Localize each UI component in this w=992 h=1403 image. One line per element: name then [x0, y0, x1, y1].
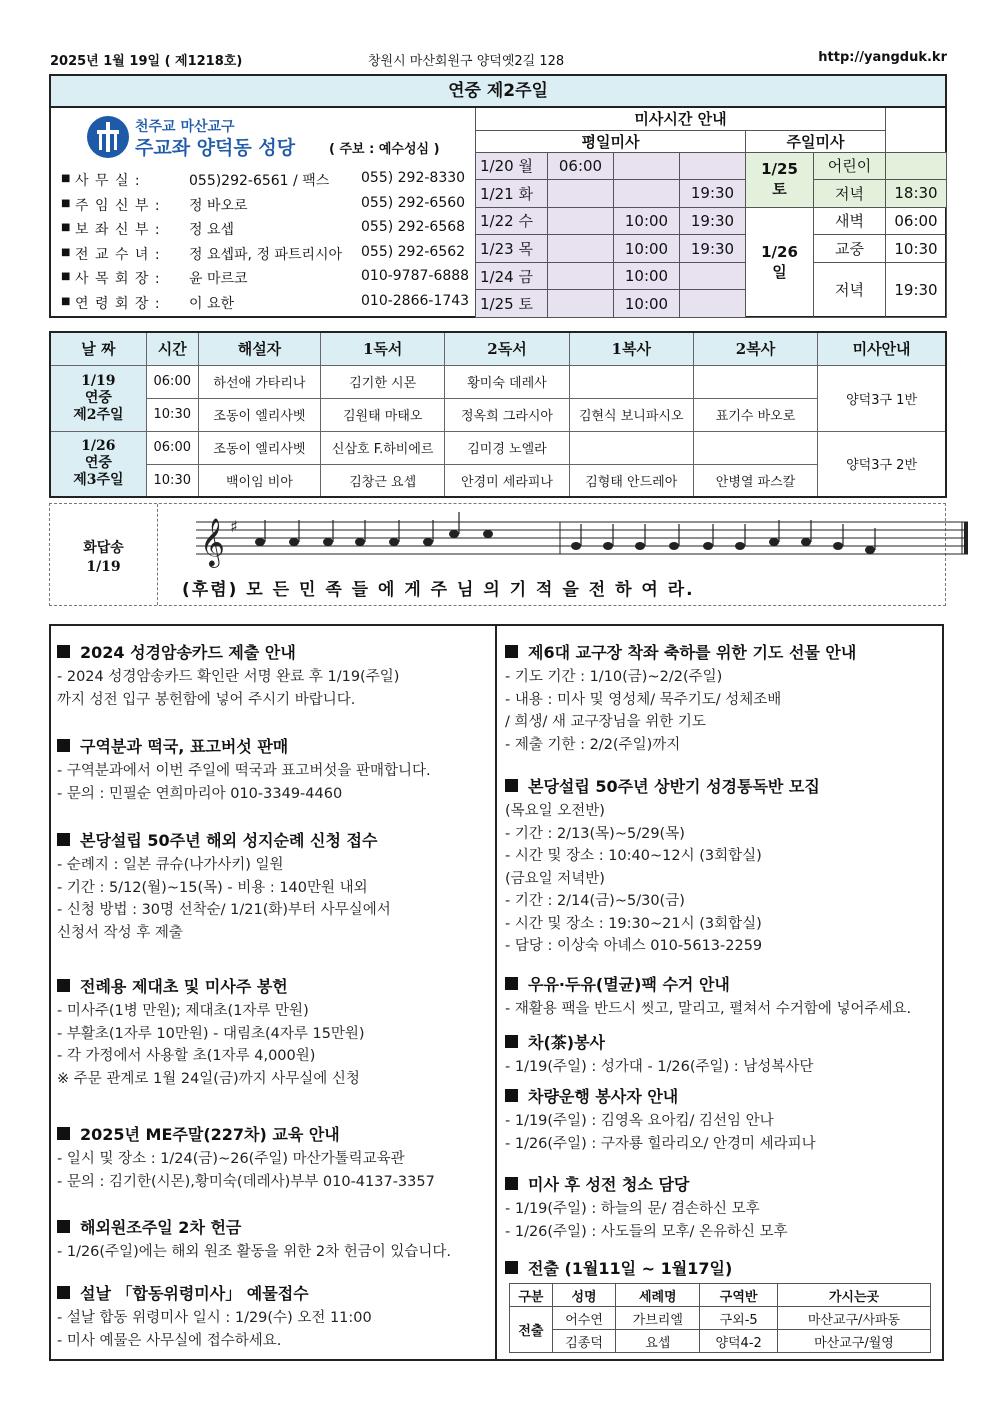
sunday-mass-name: 저녁 [814, 180, 886, 208]
sunday-mass-label: 주일미사 [746, 130, 886, 152]
schedule-person: 김기한 시몬 [321, 365, 445, 398]
contact-role: 주 임 신 부 : [75, 197, 161, 214]
transfer-header: 구분 [510, 1284, 553, 1307]
contact-role: 보 좌 신 부 : [75, 222, 161, 238]
weekday-mass-label: 평일미사 [476, 130, 746, 152]
contact-row [61, 219, 471, 243]
announcement-line: - 기간 : 5/12(월)~15(목) - 비용 : 140만원 내외 [57, 879, 368, 896]
announcement-line: (목요일 오전반) [505, 803, 605, 819]
weekday-date: 1/21 화 [476, 180, 548, 208]
announcement-title: 제6대 교구장 착좌 축하를 위한 기도 선물 안내 [505, 640, 856, 663]
square-bullet-icon [505, 1035, 518, 1048]
music-note [603, 542, 613, 550]
patron-label: ( 주보 : 예수성심 ) [329, 142, 440, 157]
schedule-person: 정옥희 그라시아 [445, 398, 569, 431]
weekday-date: 1/23 목 [476, 235, 548, 263]
sunday-mass-name: 교중 [814, 235, 886, 263]
schedule-time: 10:30 [146, 464, 198, 497]
announcements-left-column [51, 626, 497, 1361]
weekday-mass-row [476, 207, 947, 235]
sunday-mass-name: 어린이 [814, 152, 886, 180]
mass-time [680, 152, 746, 180]
schedule-row [50, 464, 946, 497]
transfer-cell: 김종덕 [552, 1330, 615, 1353]
parish-contacts [51, 108, 475, 316]
announcement-section [57, 640, 399, 711]
announcement-section [57, 1215, 451, 1264]
schedule-header: 1복사 [569, 332, 693, 365]
weekday-mass-row [476, 180, 947, 208]
square-bullet-icon [57, 979, 70, 992]
schedule-header: 날 짜 [50, 332, 146, 365]
square-bullet-icon [505, 977, 518, 990]
square-bullet-icon [505, 645, 518, 658]
schedule-person [693, 431, 817, 464]
bulletin-date: 2025년 1월 19일 ( 제1218호) [50, 54, 243, 69]
weekday-mass-row [476, 262, 947, 290]
music-note [669, 542, 679, 550]
announcement-section [505, 774, 820, 958]
parish-info-box [49, 108, 947, 318]
bullet-icon: ■ [61, 222, 71, 233]
transfer-cell: 가브리엘 [616, 1307, 700, 1330]
announcement-line: / 희생/ 새 교구장님을 위한 기도 [505, 714, 706, 730]
announcement-title: 우유·두유(멸균)팩 수거 안내 [505, 972, 911, 995]
schedule-person: 안병열 파스칼 [693, 464, 817, 497]
square-bullet-icon [57, 1286, 70, 1299]
weekday-mass-row [476, 235, 947, 263]
announcement-section [505, 1084, 816, 1155]
transfer-row [510, 1307, 931, 1330]
announcement-line: (금요일 저녁반) [505, 870, 605, 887]
announcement-line: - 내용 : 미사 및 영성체/ 묵주기도/ 성체조배 [505, 691, 782, 708]
contact-name: 정 바오로 [189, 197, 248, 214]
schedule-row [50, 431, 946, 464]
music-note [635, 542, 645, 550]
schedule-person: 김형태 안드레아 [569, 464, 693, 497]
announcement-line: - 재활용 팩을 반드시 씻고, 말리고, 펼쳐서 수거함에 넣어주세요. [505, 1001, 912, 1017]
mass-time [614, 180, 680, 208]
contact-row [61, 195, 471, 219]
transfer-cell: 구외-5 [700, 1307, 778, 1330]
announcement-title: 2025년 ME주말(227차) 교육 안내 [57, 1122, 435, 1145]
sunday-mass-time [886, 152, 947, 180]
music-note [769, 538, 779, 546]
announcement-title: 구역분과 떡국, 표고버섯 판매 [57, 734, 431, 757]
announcement-title: 본당설립 50주년 상반기 성경통독반 모집 [505, 774, 820, 797]
contact-row [61, 293, 471, 317]
transfer-cell: 요셉 [616, 1330, 700, 1353]
mass-time: 10:00 [614, 207, 680, 235]
announcement-line: - 2024 성경암송카드 확인란 서명 완료 후 1/19(주일) [57, 669, 400, 685]
schedule-person: 김원태 마태오 [321, 398, 445, 431]
announcement-line: - 담당 : 이상숙 아녜스 010-5613-2259 [505, 938, 763, 954]
bullet-icon: ■ [61, 197, 71, 209]
schedule-guide: 양덕3구 1반 [818, 365, 946, 431]
announcement-title: 해외원조주일 2차 헌금 [57, 1215, 451, 1238]
responsorial-psalm [49, 503, 946, 606]
diocese-name: 천주교 마산교구 [135, 119, 235, 135]
music-note [833, 542, 843, 550]
transfer-cell: 마산교구/월영 [777, 1330, 930, 1353]
weekday-mass-row [476, 152, 947, 180]
transfer-header: 세례명 [616, 1284, 700, 1307]
announcements-right-column [499, 626, 944, 1361]
mass-time [614, 152, 680, 180]
schedule-time: 10:30 [146, 398, 198, 431]
contact-name: 윤 마르코 [189, 271, 248, 287]
music-note [703, 542, 713, 550]
church-address: 창원시 마산회원구 양덕옛2길 128 [368, 54, 565, 69]
mass-time: 10:00 [614, 262, 680, 290]
contact-role: 전 교 수 녀 : [75, 246, 161, 263]
sunday-mass-time: 18:30 [886, 180, 947, 208]
svg-text:𝄞: 𝄞 [200, 517, 225, 566]
music-note [389, 538, 399, 546]
contact-phone: 010-2866-1743 [361, 292, 470, 309]
mass-time: 19:30 [680, 207, 746, 235]
music-note [449, 530, 459, 538]
music-note [289, 538, 299, 546]
announcement-section [505, 1030, 813, 1079]
announcement-line: - 신청 방법 : 30명 선착순/ 1/21(화)부터 사무실에서 [57, 902, 391, 918]
music-note [323, 538, 333, 546]
announcement-line: - 기도 기간 : 1/10(금)~2/2(주일) [505, 669, 723, 685]
bullet-icon: ■ [61, 295, 71, 307]
weekday-date: 1/24 금 [476, 262, 548, 290]
cathedral-logo-icon [87, 116, 129, 158]
mass-time [548, 290, 614, 318]
saturday-date: 1/25 토 [746, 152, 814, 207]
schedule-person: 하선애 가타리나 [198, 365, 320, 398]
bullet-icon: ■ [61, 246, 71, 258]
mass-time [680, 262, 746, 290]
sunday-mass-time: 06:00 [886, 207, 947, 235]
announcement-section [505, 1172, 788, 1243]
mass-time: 19:30 [680, 235, 746, 263]
transfer-cell: 양덕4-2 [700, 1330, 778, 1353]
contact-name: 정 요셉 [189, 222, 235, 238]
mass-time [548, 262, 614, 290]
announcement-section [505, 640, 856, 756]
website-link[interactable]: http://yangduk.kr [818, 50, 947, 65]
music-note [355, 538, 365, 546]
announcement-title: 미사 후 성전 청소 담당 [505, 1172, 788, 1195]
announcement-line: - 미사 예물은 사무실에 접수하세요. [57, 1332, 282, 1349]
transfer-cell: 어수연 [552, 1307, 615, 1330]
svg-text:♯: ♯ [230, 517, 238, 536]
bullet-icon: ■ [61, 271, 71, 282]
mass-time [680, 290, 746, 318]
transfer-category: 전출 [510, 1307, 553, 1353]
announcement-line: - 1/26(주일) : 구자룡 힐라리오/ 안경미 세라피나 [505, 1135, 816, 1152]
music-note [735, 542, 745, 550]
announcement-line: - 구역분과에서 이번 주일에 떡국과 표고버섯을 판매합니다. [57, 763, 431, 779]
contact-name: 055)292-6561 / 팩스 [189, 173, 330, 189]
square-bullet-icon [505, 1261, 518, 1274]
music-note [865, 546, 875, 554]
schedule-person: 안경미 세라피나 [445, 464, 569, 497]
announcement-line: - 일시 및 장소 : 1/24(금)~26(주일) 마산가톨릭교육관 [57, 1151, 405, 1167]
schedule-person: 백이임 비아 [198, 464, 320, 497]
schedule-person [569, 365, 693, 398]
announcement-section [57, 974, 365, 1090]
psalm-label: 화답송 1/19 [50, 504, 158, 605]
announcement-line: - 부활초(1자루 10만원) - 대림초(4자루 15만원) [57, 1025, 365, 1042]
weekday-date: 1/22 수 [476, 207, 548, 235]
church-name: 주교좌 양덕동 성당 [135, 137, 296, 159]
schedule-person: 표기수 바오로 [693, 398, 817, 431]
schedule-header: 미사안내 [818, 332, 946, 365]
square-bullet-icon [505, 1089, 518, 1102]
psalm-lyrics: (후렴) 모 든 민 족 들 에 게 주 님 의 기 적 을 전 하 여 라. [182, 580, 695, 600]
transfer-table [509, 1283, 931, 1353]
mass-time [548, 235, 614, 263]
schedule-guide: 양덕3구 2반 [818, 431, 946, 497]
transfer-header: 가시는곳 [777, 1284, 930, 1307]
mass-time: 10:00 [614, 290, 680, 318]
announcement-title: 차(茶)봉사 [505, 1030, 813, 1053]
announcement-line: - 시간 및 장소 : 10:40~12시 (3회합실) [505, 848, 762, 864]
contact-role: 연 령 회 장 : [75, 295, 161, 312]
announcement-line: 까지 성전 입구 봉헌함에 넣어 주시기 바랍니다. [57, 691, 356, 708]
mass-time [548, 207, 614, 235]
announcement-title: 전출 (1월11일 ~ 1월17일) [505, 1256, 732, 1279]
contact-phone: 055) 292-6562 [361, 243, 466, 260]
music-staff [188, 506, 978, 576]
announcement-line: - 1/19(주일) : 김영옥 요아킴/ 김선임 안나 [505, 1113, 774, 1129]
announcement-title: 차량운행 봉사자 안내 [505, 1084, 816, 1107]
sunday-mass-time: 10:30 [886, 235, 947, 263]
announcement-title: 전례용 제대초 및 미사주 봉헌 [57, 974, 365, 997]
announcement-line: - 순례지 : 일본 큐슈(나가사키) 일원 [57, 857, 284, 873]
contact-name: 정 요셉파, 정 파트리시아 [189, 246, 343, 263]
mass-time: 06:00 [548, 152, 614, 180]
square-bullet-icon [57, 739, 70, 752]
schedule-person: 김현식 보니파시오 [569, 398, 693, 431]
mass-time [548, 180, 614, 208]
schedule-person: 김미경 노엘라 [445, 431, 569, 464]
schedule-person: 조동이 엘리사벳 [198, 431, 320, 464]
announcement-title: 설날 「합동위령미사」 예물접수 [57, 1281, 372, 1304]
announcement-line: - 문의 : 민필순 연희마리아 010-3349-4460 [57, 785, 343, 802]
announcement-section [57, 1122, 435, 1193]
music-note [423, 538, 433, 546]
weekday-date: 1/20 월 [476, 152, 548, 180]
contact-row [61, 244, 471, 268]
square-bullet-icon [57, 645, 70, 658]
contact-role: 사 목 회 장 : [75, 271, 161, 287]
announcement-line: - 1/26(주일) : 사도들의 모후/ 온유하신 모후 [505, 1223, 788, 1240]
square-bullet-icon [57, 1127, 70, 1140]
schedule-row [50, 365, 946, 398]
schedule-time: 06:00 [146, 431, 198, 464]
mass-time: 19:30 [680, 180, 746, 208]
announcement-line: - 제출 기한 : 2/2(주일)까지 [505, 736, 681, 753]
schedule-person: 조동이 엘리사벳 [198, 398, 320, 431]
contact-phone: 055) 292-8330 [361, 170, 466, 186]
square-bullet-icon [57, 833, 70, 846]
announcement-line: - 각 가정에서 사용할 초(1자루 4,000원) [57, 1048, 316, 1064]
weekday-date: 1/25 토 [476, 290, 548, 318]
transfer-row [510, 1330, 931, 1353]
schedule-person: 김창근 요셉 [321, 464, 445, 497]
announcement-line: ※ 주문 관계로 1월 24일(금)까지 사무실에 신청 [57, 1070, 360, 1087]
schedule-person: 신삼호 F.하비에르 [321, 431, 445, 464]
announcement-line: - 기간 : 2/14(금)~5/30(금) [505, 893, 685, 909]
contact-name: 이 요한 [189, 295, 235, 312]
schedule-person [569, 431, 693, 464]
announcement-line: - 설날 합동 위령미사 일시 : 1/29(수) 오전 11:00 [57, 1310, 372, 1326]
transfer-header: 성명 [552, 1284, 615, 1307]
announcement-line: - 1/26(주일)에는 해외 원조 활동을 위한 2차 헌금이 있습니다. [57, 1244, 451, 1260]
square-bullet-icon [505, 1177, 518, 1190]
announcement-line: - 시간 및 장소 : 19:30~21시 (3회합실) [505, 915, 762, 932]
contact-role: 사 무 실 : [75, 173, 141, 189]
transfer-cell: 마산교구/사파동 [777, 1307, 930, 1330]
contact-phone: 055) 292-6560 [361, 194, 466, 211]
contact-phone: 010-9787-6888 [361, 268, 470, 284]
schedule-person: 황미숙 데레사 [445, 365, 569, 398]
announcement-line: - 기간 : 2/13(목)~5/29(목) [505, 825, 685, 842]
schedule-header: 2독서 [445, 332, 569, 365]
announcement-line: 신청서 작성 후 제출 [57, 924, 183, 941]
mass-time-title: 미사시간 안내 [476, 108, 886, 130]
announcement-line: - 1/19(주일) : 성가대 - 1/26(주일) : 남성복사단 [505, 1059, 814, 1075]
sunday-mass-name: 저녁 [814, 262, 886, 317]
sunday-date: 1/26 일 [746, 207, 814, 317]
square-bullet-icon [505, 779, 518, 792]
page-title: 연중 제2주일 [49, 74, 947, 108]
music-note [801, 538, 811, 546]
page-header [50, 50, 947, 70]
schedule-date: 1/19 연중 제2주일 [50, 365, 146, 431]
schedule-header: 해설자 [198, 332, 320, 365]
announcement-title: 본당설립 50주년 해외 성지순례 신청 접수 [57, 828, 391, 851]
contact-row [61, 268, 471, 292]
liturgy-schedule-table [49, 331, 947, 498]
bullet-icon: ■ [61, 173, 71, 184]
square-bullet-icon [57, 1220, 70, 1233]
schedule-header: 1독서 [321, 332, 445, 365]
announcement-section [505, 972, 911, 1021]
music-note [255, 538, 265, 546]
announcements [49, 624, 944, 1361]
schedule-header: 시간 [146, 332, 198, 365]
music-note [483, 530, 493, 538]
announcement-line: - 미사주(1병 만원); 제대초(1자루 만원) [57, 1003, 309, 1019]
music-note [571, 542, 581, 550]
announcement-section [57, 828, 391, 944]
sunday-mass-name: 새벽 [814, 207, 886, 235]
schedule-date: 1/26 연중 제3주일 [50, 431, 146, 497]
psalm-date: 1/19 [86, 559, 121, 575]
sunday-mass-time: 19:30 [886, 262, 947, 317]
schedule-row [50, 398, 946, 431]
schedule-time: 06:00 [146, 365, 198, 398]
schedule-header: 2복사 [693, 332, 817, 365]
announcement-title: 2024 성경암송카드 제출 안내 [57, 640, 399, 663]
announcement-section [505, 1256, 732, 1282]
mass-time-table [475, 108, 947, 316]
transfer-header: 구역반 [700, 1284, 778, 1307]
announcement-line: - 1/19(주일) : 하늘의 문/ 겸손하신 모후 [505, 1201, 760, 1217]
schedule-person [693, 365, 817, 398]
contact-phone: 055) 292-6568 [361, 219, 466, 235]
announcement-section [57, 1281, 372, 1352]
announcement-section [57, 734, 431, 805]
contact-row [61, 170, 471, 194]
mass-time: 10:00 [614, 235, 680, 263]
announcement-line: - 문의 : 김기한(시몬),황미숙(데레사)부부 010-4137-3357 [57, 1173, 435, 1190]
